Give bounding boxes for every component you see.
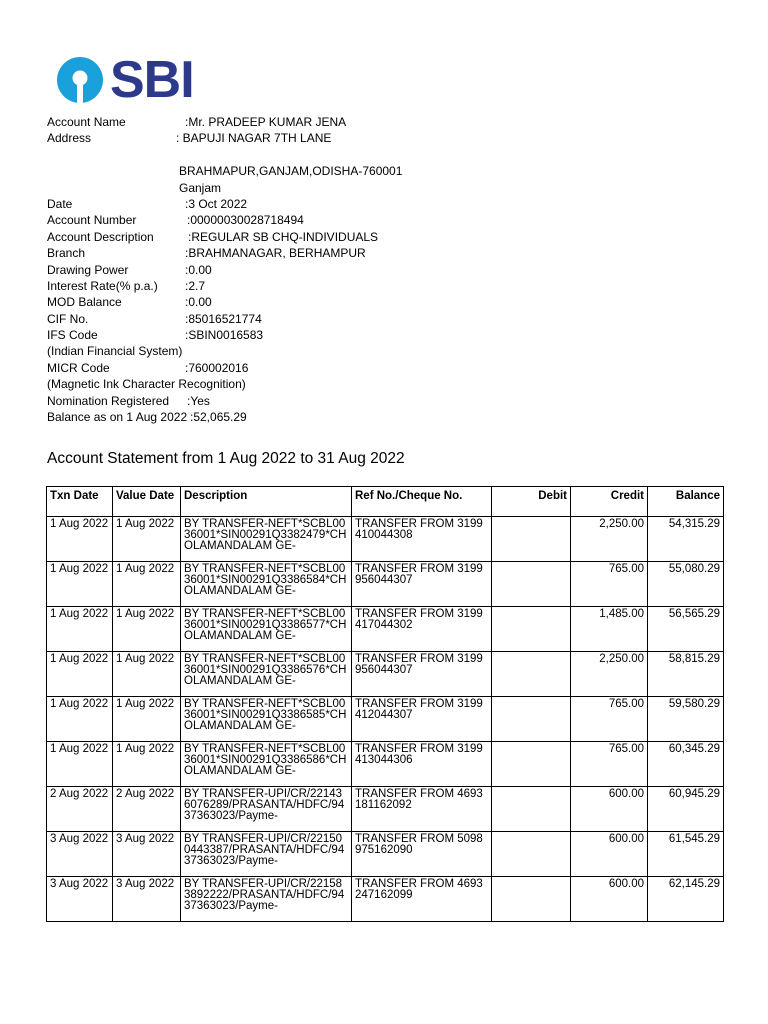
table-row — [47, 742, 724, 787]
cell-value-date: 1 Aug 2022 — [113, 742, 181, 787]
sbi-keyhole-icon — [56, 56, 104, 104]
account-value: :Mr. PRADEEP KUMAR JENA — [185, 115, 347, 129]
account-value: :00000030028718494 — [187, 213, 304, 228]
cell-value-date: 2 Aug 2022 — [113, 787, 181, 832]
account-label: Address — [47, 131, 92, 146]
cell-txn-date: 1 Aug 2022 — [47, 517, 113, 562]
account-label: Balance as on 1 Aug 2022 — [47, 410, 188, 425]
statement-title: Account Statement from 1 Aug 2022 to 31 Aug 2022 — [47, 450, 405, 467]
cell-balance: 55,080.29 — [648, 562, 724, 607]
account-value: :760002016 — [185, 360, 249, 375]
cell-debit — [492, 697, 571, 742]
cell-debit — [492, 742, 571, 787]
header-credit: Credit — [571, 487, 648, 517]
account-label: (Magnetic Ink Character Recognition) — [47, 377, 246, 392]
cell-ref-no: TRANSFER FROM 4693181162092 — [352, 787, 492, 832]
header-txn-date: Txn Date — [47, 487, 113, 517]
account-value: BRAHMAPUR,GANJAM,ODISHA-760001 — [179, 164, 403, 179]
account-value: :52,065.29 — [190, 410, 247, 425]
table-row — [47, 607, 724, 652]
account-label: Date — [47, 196, 73, 211]
account-value: :0.00 — [185, 262, 212, 277]
account-label: Drawing Power — [47, 262, 129, 277]
cell-txn-date: 3 Aug 2022 — [47, 832, 113, 877]
cell-description: BY TRANSFER-NEFT*SCBL0036001*SIN00291Q3386584*CHOLAMANDALAM GE- — [181, 562, 352, 607]
cell-credit: 2,250.00 — [571, 652, 648, 697]
account-value: Ganjam — [179, 180, 222, 195]
table-row — [47, 562, 724, 607]
account-label: MOD Balance — [47, 295, 122, 310]
cell-debit — [492, 607, 571, 652]
account-value: :0.00 — [185, 295, 212, 310]
cell-description: BY TRANSFER-NEFT*SCBL0036001*SIN00291Q3386577*CHOLAMANDALAM GE- — [181, 607, 352, 652]
table-row — [47, 877, 724, 922]
account-value: :BRAHMANAGAR, BERHAMPUR — [185, 246, 366, 261]
cell-debit — [492, 652, 571, 697]
cell-balance: 54,315.29 — [648, 517, 724, 562]
brand-name: SBI — [110, 51, 194, 109]
cell-balance: 60,345.29 — [648, 742, 724, 787]
table-row — [47, 787, 724, 832]
cell-balance: 61,545.29 — [648, 832, 724, 877]
cell-balance: 59,580.29 — [648, 697, 724, 742]
account-value: :3 Oct 2022 — [185, 196, 248, 211]
account-label: MICR Code — [47, 360, 110, 375]
cell-debit — [492, 877, 571, 922]
cell-debit — [492, 832, 571, 877]
account-label: Interest Rate(% p.a.) — [47, 278, 158, 293]
cell-value-date: 1 Aug 2022 — [113, 607, 181, 652]
account-label: IFS Code — [47, 328, 98, 343]
cell-description: BY TRANSFER-UPI/CR/221500443387/PRASANTA/HDFC/9437363023/Payme- — [181, 832, 352, 877]
cell-txn-date: 1 Aug 2022 — [47, 742, 113, 787]
cell-value-date: 1 Aug 2022 — [113, 697, 181, 742]
cell-credit: 600.00 — [571, 832, 648, 877]
header-balance: Balance — [648, 487, 724, 517]
account-value: : BAPUJI NAGAR 7TH LANE — [176, 131, 332, 146]
sbi-logo — [56, 51, 194, 109]
cell-credit: 2,250.00 — [571, 517, 648, 562]
cell-txn-date: 2 Aug 2022 — [47, 787, 113, 832]
cell-credit: 600.00 — [571, 787, 648, 832]
cell-debit — [492, 517, 571, 562]
cell-description: BY TRANSFER-UPI/CR/221436076289/PRASANTA/HDFC/9437363023/Payme- — [181, 787, 352, 832]
header-description: Description — [181, 487, 352, 517]
cell-balance: 56,565.29 — [648, 607, 724, 652]
cell-ref-no: TRANSFER FROM 4693247162099 — [352, 877, 492, 922]
account-label: Account Number — [47, 213, 137, 228]
cell-value-date: 1 Aug 2022 — [113, 517, 181, 562]
table-header-row — [47, 487, 724, 517]
table-row — [47, 517, 724, 562]
transactions-table — [46, 486, 724, 922]
account-label: Branch — [47, 246, 86, 261]
cell-ref-no: TRANSFER FROM 3199956044307 — [352, 652, 492, 697]
cell-ref-no: TRANSFER FROM 3199410044308 — [352, 517, 492, 562]
cell-ref-no: TRANSFER FROM 3199413044306 — [352, 742, 492, 787]
cell-ref-no: TRANSFER FROM 3199412044307 — [352, 697, 492, 742]
table-row — [47, 697, 724, 742]
cell-value-date: 3 Aug 2022 — [113, 877, 181, 922]
cell-debit — [492, 562, 571, 607]
header-value-date: Value Date — [113, 487, 181, 517]
account-value: :85016521774 — [185, 311, 262, 326]
cell-balance: 60,945.29 — [648, 787, 724, 832]
account-value: :2.7 — [185, 278, 206, 293]
header-ref-no: Ref No./Cheque No. — [352, 487, 492, 517]
table-row — [47, 832, 724, 877]
cell-value-date: 1 Aug 2022 — [113, 562, 181, 607]
cell-txn-date: 1 Aug 2022 — [47, 652, 113, 697]
cell-ref-no: TRANSFER FROM 5098975162090 — [352, 832, 492, 877]
header-debit: Debit — [492, 487, 571, 517]
cell-credit: 1,485.00 — [571, 607, 648, 652]
cell-credit: 765.00 — [571, 562, 648, 607]
cell-txn-date: 3 Aug 2022 — [47, 877, 113, 922]
cell-txn-date: 1 Aug 2022 — [47, 607, 113, 652]
cell-description: BY TRANSFER-NEFT*SCBL0036001*SIN00291Q3386585*CHOLAMANDALAM GE- — [181, 697, 352, 742]
table-row — [47, 652, 724, 697]
account-value: :Yes — [187, 393, 210, 408]
account-label: Account Description — [47, 229, 154, 244]
cell-debit — [492, 787, 571, 832]
cell-description: BY TRANSFER-NEFT*SCBL0036001*SIN00291Q3386576*CHOLAMANDALAM GE- — [181, 652, 352, 697]
cell-description: BY TRANSFER-NEFT*SCBL0036001*SIN00291Q3382479*CHOLAMANDALAM GE- — [181, 517, 352, 562]
cell-credit: 765.00 — [571, 742, 648, 787]
cell-ref-no: TRANSFER FROM 3199417044302 — [352, 607, 492, 652]
account-label: CIF No. — [47, 311, 89, 326]
cell-credit: 600.00 — [571, 877, 648, 922]
cell-balance: 62,145.29 — [648, 877, 724, 922]
account-value: :SBIN0016583 — [185, 328, 264, 343]
cell-description: BY TRANSFER-NEFT*SCBL0036001*SIN00291Q3386586*CHOLAMANDALAM GE- — [181, 742, 352, 787]
cell-credit: 765.00 — [571, 697, 648, 742]
cell-value-date: 1 Aug 2022 — [113, 652, 181, 697]
cell-ref-no: TRANSFER FROM 3199956044307 — [352, 562, 492, 607]
cell-description: BY TRANSFER-UPI/CR/221583892222/PRASANTA/HDFC/9437363023/Payme- — [181, 877, 352, 922]
cell-value-date: 3 Aug 2022 — [113, 832, 181, 877]
account-value: :REGULAR SB CHQ-INDIVIDUALS — [188, 229, 379, 244]
cell-txn-date: 1 Aug 2022 — [47, 697, 113, 742]
account-label: Nomination Registered — [47, 393, 170, 408]
cell-txn-date: 1 Aug 2022 — [47, 562, 113, 607]
cell-balance: 58,815.29 — [648, 652, 724, 697]
account-label: (Indian Financial System) — [47, 344, 183, 359]
account-label: Account Name — [47, 115, 126, 129]
